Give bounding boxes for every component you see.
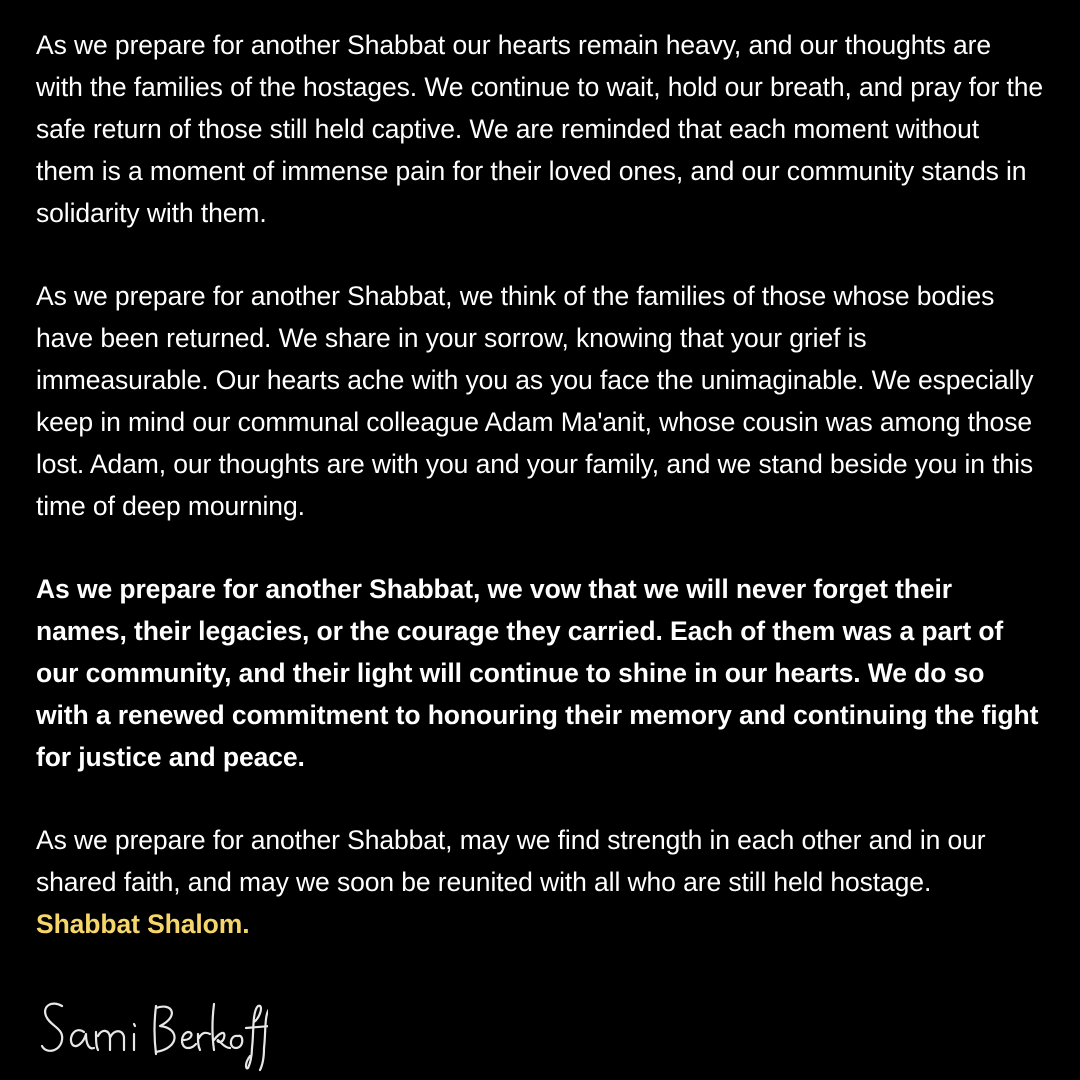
paragraph-hostages: As we prepare for another Shabbat our hearts remain heavy, and our thoughts are with the families of the hostages. We continue to wait, hold our breath, and pray for the safe return of those still held captive. We are reminded that each moment without them is a moment of immense pain for their loved ones, and our community stands in solidarity with them.: [36, 30, 1044, 228]
closing-greeting: Shabbat Shalom.: [36, 909, 250, 939]
signature-drawing: [38, 992, 268, 1072]
handwritten-signature: [38, 992, 268, 1072]
paragraph-vow: As we prepare for another Shabbat, we vow that we will never forget their names, their legacies, or the courage they carried. Each of them was a part of our community, and their light will continue to shine in our hearts. We do so with a renewed commitment to honouring their memory and continuing the fight for justice and peace.: [36, 574, 1039, 772]
paragraph-bereaved-families: As we prepare for another Shabbat, we think of the families of those whose bodies have been returned. We share in your sorrow, knowing that your grief is immeasurable. Our hearts ache with you as you face the unimaginable. We especially keep in mind our communal colleague Adam Ma'anit, whose cousin was among those lost. Adam, our thoughts are with you and your family, and we stand beside you in this time of deep mourning.: [36, 281, 1034, 521]
paragraph-strength: As we prepare for another Shabbat, may we find strength in each other and in our shared faith, and may we soon be reunited with all who are still held hostage.: [36, 825, 986, 897]
